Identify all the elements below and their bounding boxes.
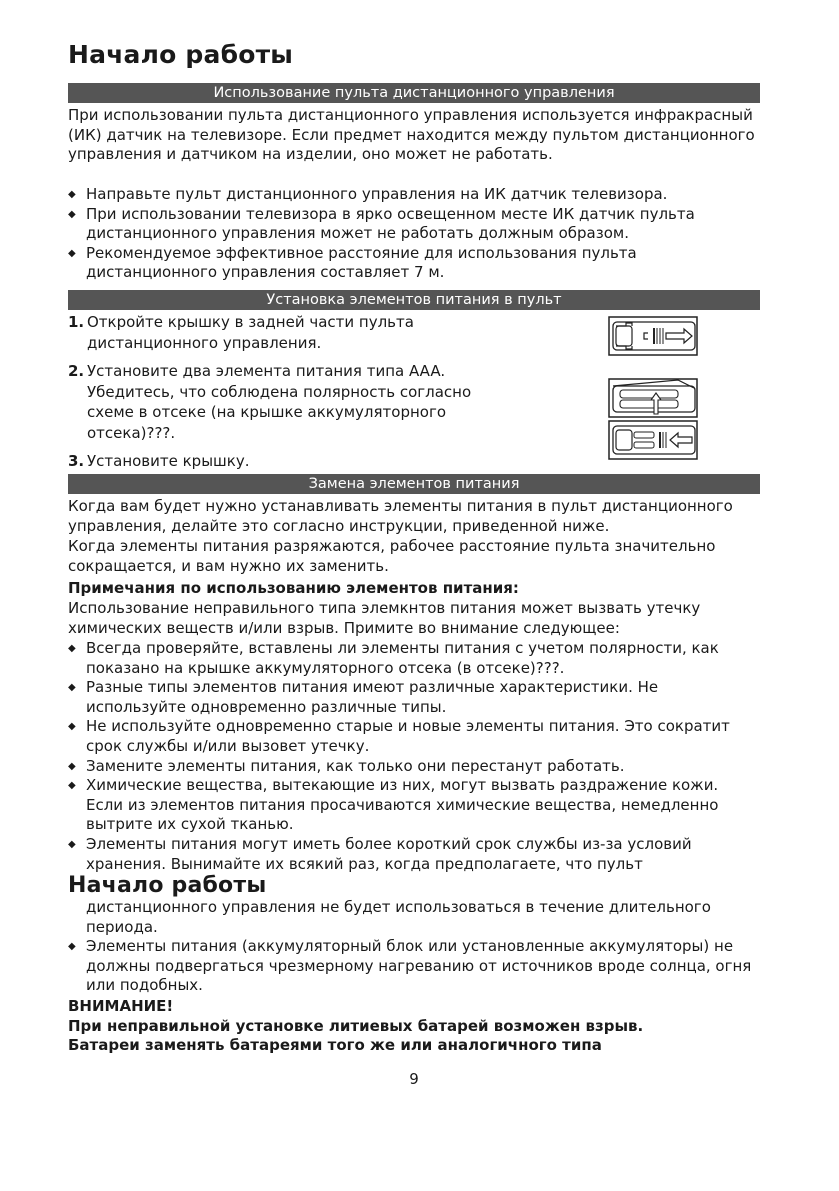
list-item: ◆ Разные типы элементов питания имеют различные характеристики. Не используйте одновременно различные типы.	[68, 678, 659, 716]
bullet-icon: ◆	[68, 760, 76, 772]
continued-text: дистанционного управления не будет использоваться в течение длительного периода.	[86, 898, 711, 936]
install-steps	[68, 312, 488, 472]
section-header-install: Установка элементов питания в пульт	[68, 290, 760, 310]
page-number: 9	[409, 1070, 419, 1088]
close-cover-diagram-icon	[608, 420, 698, 460]
step-number: 2.	[68, 362, 85, 380]
step-item: 1. Откройте крышку в задней части пульта дистанционного управления.	[68, 313, 414, 352]
list-item: ◆ Всегда проверяйте, вставлены ли элементы питания с учетом полярности, как показано на крышке аккумуляторного отсека (в отсеке)???.	[68, 639, 719, 677]
bullet-icon: ◆	[68, 838, 76, 850]
list-item: ◆ Направьте пульт дистанционного управления на ИК датчик телевизора.	[68, 185, 668, 203]
step-number: 1.	[68, 313, 85, 331]
notes-bullets	[68, 639, 760, 874]
bullet-icon: ◆	[68, 682, 76, 694]
step-item: 3. Установите крышку.	[68, 452, 250, 470]
bullet-icon: ◆	[68, 941, 76, 952]
continued-title: Начало работы	[68, 873, 267, 898]
step-number: 3.	[68, 452, 85, 470]
step-item: 2. Установите два элемента питания типа AAA. Убедитесь, что соблюдена полярность согласно схеме в отсеке (на крышке аккумуляторного отсека)???.	[68, 362, 472, 442]
list-item: ◆ Рекомендуемое эффективное расстояние для использования пульта дистанционного управления составляет 7 м.	[68, 243, 637, 282]
open-cover-diagram-icon	[608, 316, 698, 356]
remote-intro: При использовании пульта дистанционного управления используется инфракрасный (ИК) датчик на телевизоре. Если предмет находится между пультом дистанционного управления и датчиком на изделии, оно может не работать.	[68, 106, 755, 164]
list-item: ◆ Элементы питания могут иметь более короткий срок службы из-за условий хранения. Вынимайте их всякий раз, когда предполагаете, что пульт	[68, 834, 692, 873]
notes-intro: Использование неправильного типа элемкнтов питания может вызвать утечку химических веществ и/или взрыв. Примите во внимание следующее:	[68, 599, 701, 637]
bullet-icon: ◆	[68, 721, 76, 733]
section-header-remote: Использование пульта дистанционного управления	[68, 83, 760, 103]
list-item: ◆ Химические вещества, вытекающие из них, могут вызвать раздражение кожи. Если из элементов питания просачиваются химические вещества, немедленно вытрите их сухой тканью.	[68, 776, 719, 834]
warning-line-1: При неправильной установке литиевых батарей возможен взрыв.	[68, 1017, 644, 1035]
list-item: ◆ Замените элементы питания, как только они перестанут работать.	[68, 756, 625, 775]
bullet-icon: ◆	[68, 643, 76, 654]
bullet-icon: ◆	[68, 780, 76, 792]
remote-bullets	[68, 185, 760, 283]
list-item: ◆ При использовании телевизора в ярко освещенном месте ИК датчик пульта дистанционного управления может не работать должным образом.	[68, 204, 695, 243]
bullet-icon: ◆	[68, 208, 76, 220]
bullet-icon: ◆	[68, 189, 76, 200]
notes-title: Примечания по использованию элементов питания:	[68, 579, 519, 597]
replace-intro-2: Когда элементы питания разряжаются, рабочее расстояние пульта значительно сокращается, и вам нужно их заменить.	[68, 537, 716, 575]
list-item: ◆ Элементы питания (аккумуляторный блок или установленные аккумуляторы) не должны подвергаться чрезмерному нагреванию от источников вроде солнца, огня или подобных.	[68, 937, 752, 995]
replace-intro: Когда вам будет нужно устанавливать элементы питания в пульт дистанционного управления, делайте это согласно инструкции, приведенной ниже.	[68, 497, 733, 535]
warning-line-2: Батареи заменять батареями того же или аналогичного типа	[68, 1036, 602, 1054]
page-title: Начало работы	[68, 40, 294, 69]
notes-bullets-2	[68, 937, 760, 996]
warning-title: ВНИМАНИЕ!	[68, 997, 174, 1015]
section-header-replace: Замена элементов питания	[68, 474, 760, 494]
bullet-icon: ◆	[68, 247, 76, 259]
list-item: ◆ Не используйте одновременно старые и новые элементы питания. Это сократит срок службы и/или вызовет утечку.	[68, 717, 730, 755]
insert-batteries-diagram-icon	[608, 378, 698, 418]
